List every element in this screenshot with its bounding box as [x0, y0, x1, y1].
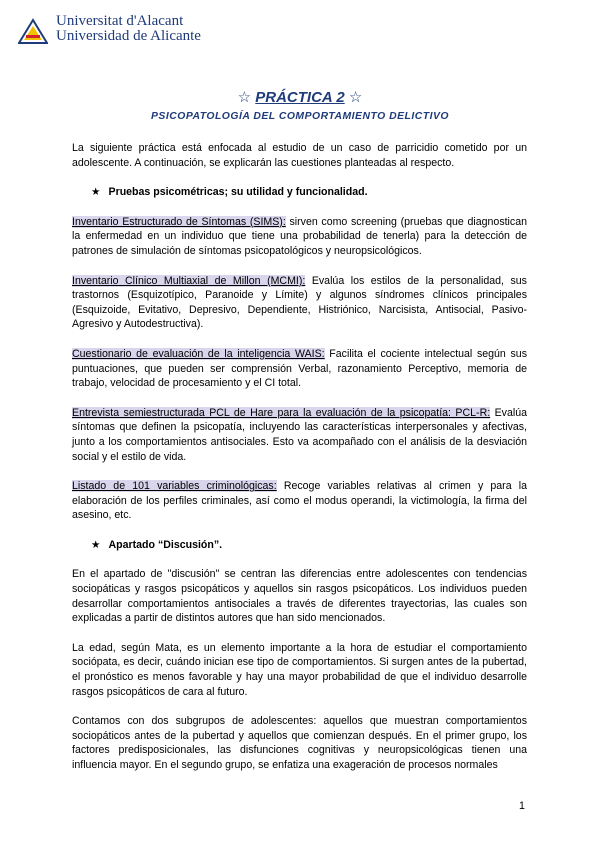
test-item	[72, 215, 527, 259]
page-title	[0, 88, 600, 106]
star-icon: ☆	[348, 89, 363, 106]
test-description: Evalúa los estilos de la personalidad, sus trastornos (Esquizotípico, Paranoide y Límite) y algunos síndromes clínicos principales (Esquizoide, Evitativo, Depresivo, Dependiente, Histriónico, Narcisista, Antisocial, Pasivo-Agresivo y Autodestructiva).	[72, 274, 527, 331]
section-heading-text: Pruebas psicométricas; su utilidad y funcionalidad.	[108, 186, 368, 199]
test-description: Evalúa síntomas que definen la psicopatía, incluyendo las características interpersonales y afectivas, junto a los comportamientos antisociales. Esto va acompañado con el análisis de la desviación social y el estilo de vida.	[72, 406, 527, 463]
test-name: Cuestionario de evaluación de la inteligencia WAIS:	[72, 347, 325, 360]
page-subtitle: PSICOPATOLOGÍA DEL COMPORTAMIENTO DELICTIVO	[150, 111, 450, 122]
test-name: Entrevista semiestructurada PCL de Hare para la evaluación de la psicopatía: PCL-R:	[72, 406, 491, 419]
test-item	[72, 347, 527, 391]
test-item	[72, 406, 527, 464]
intro-paragraph: La siguiente práctica está enfocada al estudio de un caso de parricidio cometido por un adolescente. A continuación, se explicarán las cuestiones planteadas al respecto.	[72, 142, 527, 169]
test-name: Inventario Estructurado de Síntomas (SIMS):	[72, 215, 286, 228]
test-item	[72, 274, 527, 332]
university-name-valencian: Universitat d'Alacant	[56, 13, 184, 29]
section-heading-text: Apartado “Discusión”.	[108, 538, 223, 551]
star-bullet-icon: ★	[91, 538, 101, 551]
discussion-paragraph: Contamos con dos subgrupos de adolescentes: aquellos que muestran comportamientos sociopáticos antes de la pubertad y aquellos que comienzan después. En el primer grupo, los factores predisposicionales, las disfunciones cognitivas y neuropsicológicas tienen una influencia mayor. En el segundo grupo, se enfatiza una exageración de procesos normales	[72, 715, 527, 771]
test-description: Recoge variables relativas al crimen y para la elaboración de los perfiles criminales, así como el modus operandi, la victimología, la firma del asesino, etc.	[72, 480, 527, 522]
discussion-paragraph: En el apartado de "discusión" se centran las diferencias entre adolescentes con tendencias sociopáticas y rasgos psicopáticos y aquellos sin rasgos psicopáticos. Los individuos pueden desarrollar comportamientos antisociales a través de diferentes trayectorias, las cuales son explicadas a partir de distintos autores que han sido mencionados.	[72, 568, 527, 625]
university-name	[56, 14, 201, 44]
university-emblem-icon	[18, 17, 48, 47]
star-icon: ☆	[237, 89, 252, 106]
test-name: Inventario Clínico Multiaxial de Millon (MCMI):	[72, 274, 306, 287]
discussion-paragraph: La edad, según Mata, es un elemento importante a la hora de estudiar el comportamiento sociópata, es decir, cuándo inician ese tipo de comportamientos. Si surgen antes de la pubertad, el pronóstico es menos favorable y hay una mayor probabilidad de que el individuo desarrolle rasgos psicopáticos de cara al futuro.	[72, 641, 527, 698]
test-description: sirven como screening (pruebas que diagnostican la enfermedad en un individuo que tiene una probabilidad de tenerla) para la detección de patrones de simulación de síntomas psicopatológicos y neuropsicológicos.	[72, 215, 527, 257]
university-logo	[18, 14, 201, 47]
test-name: Listado de 101 variables criminológicas:	[72, 480, 277, 493]
university-name-spanish: Universidad de Alicante	[56, 28, 201, 44]
document-body	[72, 141, 527, 788]
section-heading-discusion	[72, 538, 527, 553]
title-text: PRÁCTICA 2	[255, 89, 345, 106]
section-heading-pruebas	[72, 185, 527, 200]
page-number: 1	[519, 800, 525, 812]
star-bullet-icon: ★	[91, 186, 101, 199]
test-description: Facilita el cociente intelectual según sus puntuaciones, que pueden ser comprensión Verbal, razonamiento Perceptivo, memoria de trabajo, velocidad de procesamiento y el CI total.	[72, 347, 527, 390]
test-item	[72, 479, 527, 523]
